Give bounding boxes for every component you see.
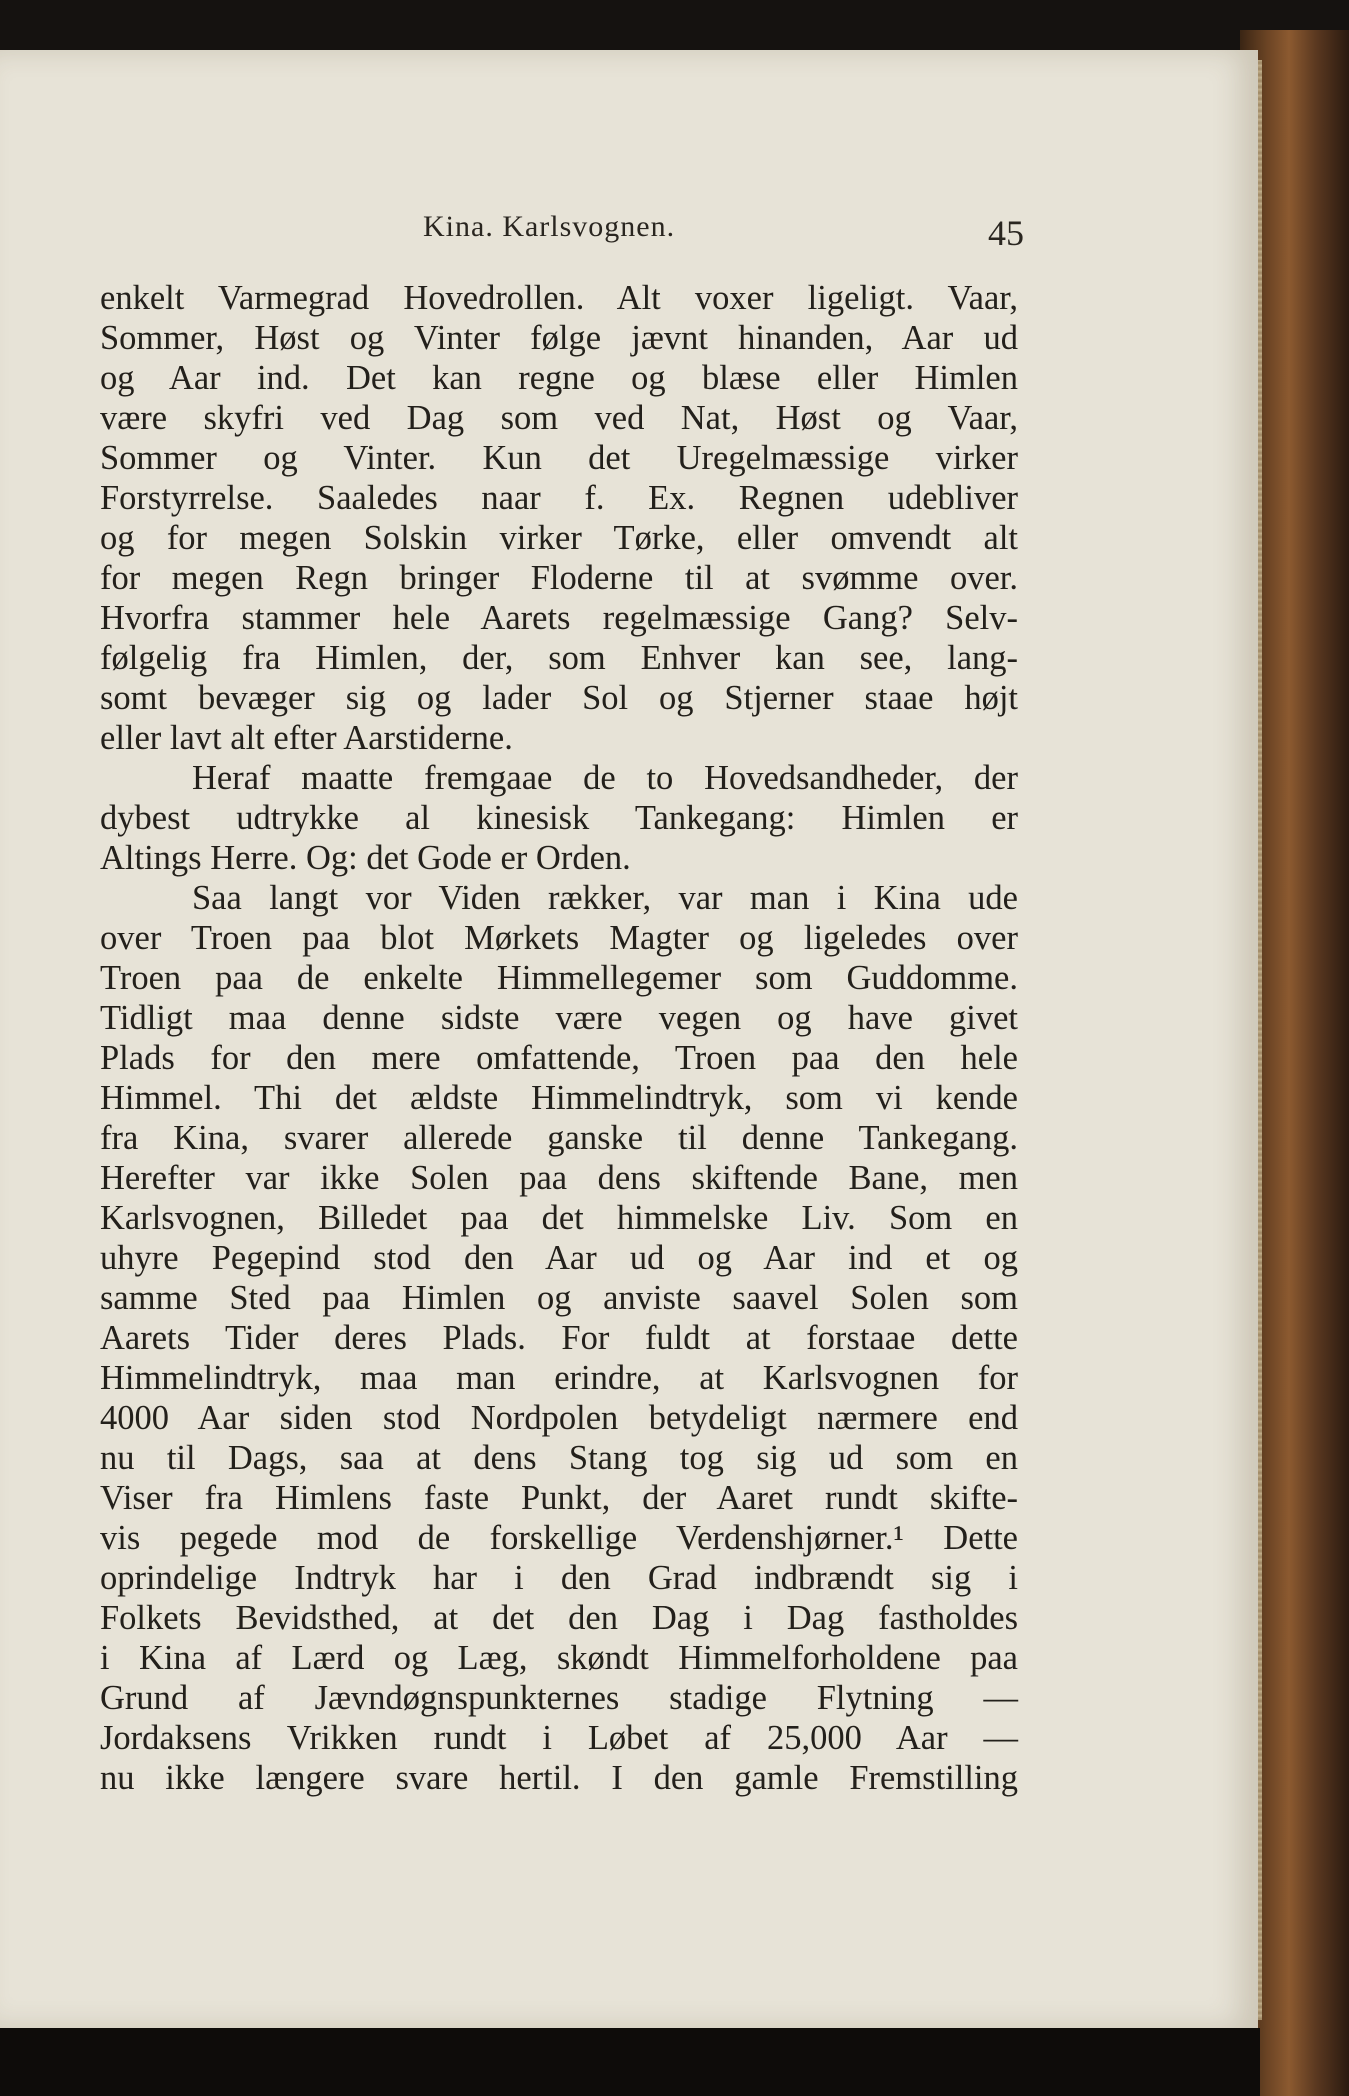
text-line: enkelt Varmegrad Hovedrollen. Alt voxer ligeligt. Vaar,	[100, 279, 1018, 317]
text-line: for megen Regn bringer Floderne til at svømme over.	[100, 559, 1018, 597]
text-line: somt bevæger sig og lader Sol og Stjerner staae højt	[100, 679, 1018, 717]
text-line: Himmel. Thi det ældste Himmelindtryk, som vi kende	[100, 1079, 1018, 1117]
paragraph-start-line: Heraf maatte fremgaae de to Hovedsandheder, der	[192, 759, 1018, 797]
text-line: være skyfri ved Dag som ved Nat, Høst og Vaar,	[100, 399, 1018, 437]
text-line: og Aar ind. Det kan regne og blæse eller Himlen	[100, 359, 1018, 397]
text-line: Sommer, Høst og Vinter følge jævnt hinanden, Aar ud	[100, 319, 1018, 357]
text-line: Viser fra Himlens faste Punkt, der Aaret rundt skifte-	[100, 1479, 1018, 1517]
text-line: Altings Herre. Og: det Gode er Orden.	[100, 839, 631, 877]
text-line: i Kina af Lærd og Læg, skøndt Himmelforholdene paa	[100, 1639, 1018, 1677]
bottom-shadow	[0, 2028, 1260, 2096]
body-text	[100, 278, 1018, 1798]
text-line: oprindelige Indtryk har i den Grad indbrændt sig i	[100, 1559, 1018, 1597]
text-line: Herefter var ikke Solen paa dens skiftende Bane, men	[100, 1159, 1018, 1197]
text-line: vis pegede mod de forskellige Verdenshjørner.¹ Dette	[100, 1519, 1018, 1557]
running-head: Kina. Karlsvognen.	[423, 210, 676, 243]
text-line: fra Kina, svarer allerede ganske til denne Tankegang.	[100, 1119, 1018, 1157]
text-line: eller lavt alt efter Aarstiderne.	[100, 719, 513, 757]
text-line: Folkets Bevidsthed, at det den Dag i Dag fastholdes	[100, 1599, 1018, 1637]
text-line: nu ikke længere svare hertil. I den gamle Fremstilling	[100, 1759, 1018, 1797]
text-line: samme Sted paa Himlen og anviste saavel Solen som	[100, 1279, 1018, 1317]
text-line: Karlsvognen, Billedet paa det himmelske Liv. Som en	[100, 1199, 1018, 1237]
text-line: Himmelindtryk, maa man erindre, at Karlsvognen for	[100, 1359, 1018, 1397]
text-line: Forstyrrelse. Saaledes naar f. Ex. Regnen udebliver	[100, 479, 1018, 517]
text-line: Jordaksens Vrikken rundt i Løbet af 25,000 Aar —	[100, 1719, 1018, 1757]
text-line: Tidligt maa denne sidste være vegen og have givet	[100, 999, 1018, 1037]
paragraph-start-line: Saa langt vor Viden rækker, var man i Kina ude	[192, 879, 1018, 917]
text-line: uhyre Pegepind stod den Aar ud og Aar ind et og	[100, 1239, 1018, 1277]
text-line: Hvorfra stammer hele Aarets regelmæssige Gang? Selv-	[100, 599, 1018, 637]
text-line: Aarets Tider deres Plads. For fuldt at forstaae dette	[100, 1319, 1018, 1357]
text-line: dybest udtrykke al kinesisk Tankegang: Himlen er	[100, 799, 1018, 837]
book-page	[0, 50, 1258, 2028]
text-line: Sommer og Vinter. Kun det Uregelmæssige virker	[100, 439, 1018, 477]
text-line: nu til Dags, saa at dens Stang tog sig ud som en	[100, 1439, 1018, 1477]
text-line: 4000 Aar siden stod Nordpolen betydeligt nærmere end	[100, 1399, 1018, 1437]
text-line: over Troen paa blot Mørkets Magter og ligeledes over	[100, 919, 1018, 957]
text-line: og for megen Solskin virker Tørke, eller omvendt alt	[100, 519, 1018, 557]
text-line: Plads for den mere omfattende, Troen paa den hele	[100, 1039, 1018, 1077]
page-header	[0, 200, 1258, 260]
text-line: følgelig fra Himlen, der, som Enhver kan see, lang-	[100, 639, 1018, 677]
text-line: Grund af Jævndøgnspunkternes stadige Flytning —	[100, 1679, 1018, 1717]
page-number: 45	[988, 213, 1024, 253]
text-line: Troen paa de enkelte Himmellegemer som Guddomme.	[100, 959, 1018, 997]
